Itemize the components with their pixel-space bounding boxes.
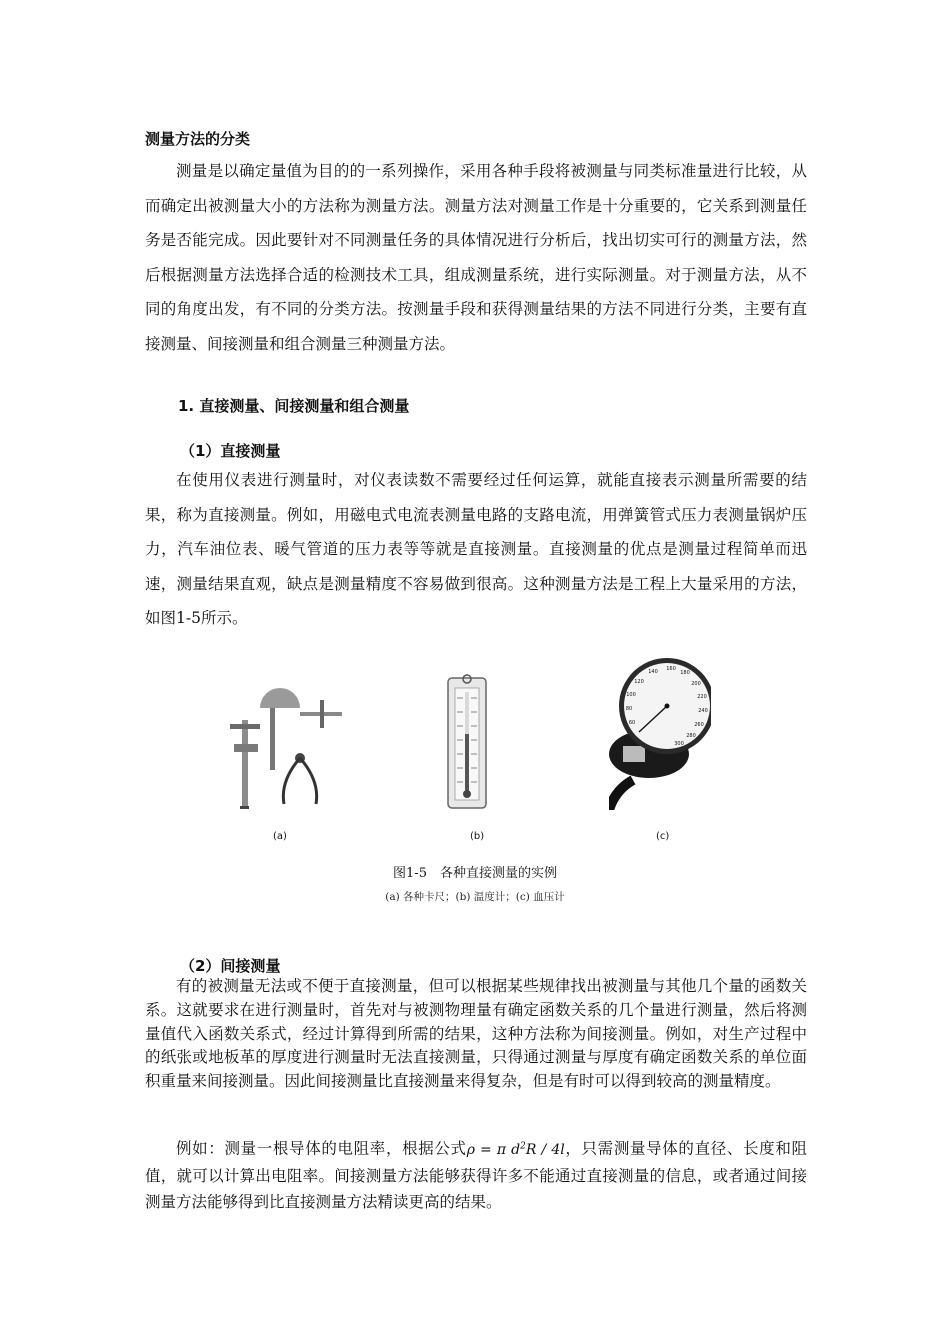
gauge-number: 300 [674, 741, 684, 747]
subsection-indirect: （2）间接测量 [180, 957, 281, 975]
intro-paragraph: 测量是以确定量值为目的的一系列操作，采用各种手段将被测量与同类标准量进行比较，从而确定出被测量大小的方法称为测量方法。测量方法对测量工作是十分重要的，它关系到测量任务是否能完成。因此要针对不同测量任务的具体情况进行分析后，找出切实可行的测量方法，然后根据测量方法选择合适的检测技术工具，组成测量系统，进行实际测量。对于测量方法，从不同的角度出发，有不同的分类方法。按测量手段和获得测量结果的方法不同进行分类，主要有直接测量、间接测量和组合测量三种测量方法。 [145, 162, 807, 353]
gauge-number: 140 [648, 669, 658, 675]
gauge-number: 180 [680, 670, 690, 676]
resistivity-formula: ρ = π $d^2R / 4l$ [466, 1141, 565, 1158]
gauge-number: 220 [697, 694, 707, 700]
gauge-number: 160 [666, 666, 676, 672]
gauge-number: 100 [626, 692, 636, 698]
subsection-direct: （1）直接测量 [180, 442, 281, 460]
blood-pressure-gauge-image [609, 658, 711, 810]
example-text-after: ，只需测量导体的直径、长度和阻值，就可以计算出电阻率。间接测量方法能够获得许多不能通过直接测量的信息，或者通过间接测量方法能够得到比直接测量方法精读更高的结果。 [145, 1139, 807, 1211]
gauge-number: 280 [686, 733, 696, 739]
panel-label-b: (b) [470, 831, 485, 842]
example-text-before: 例如：测量一根导体的电阻率，根据公式 [176, 1139, 467, 1158]
gauge-number: 260 [694, 722, 704, 728]
thermometer-image [447, 674, 487, 809]
panel-label-c: (c) [656, 831, 670, 842]
example-paragraph [145, 1133, 807, 1215]
section-heading: 1. 直接测量、间接测量和组合测量 [178, 397, 410, 415]
figure-caption: 图1-5 各种直接测量的实例 [393, 866, 557, 881]
panel-label-a: (a) [273, 831, 287, 842]
indirect-paragraph: 有的被测量无法或不便于直接测量，但可以根据某些规律找出被测量与其他几个量的函数关系。这就要求在进行测量时，首先对与被测物理量有确定函数关系的几个量进行测量，然后将测量值代入函数关系式，经过计算得到所需的结果，这种方法称为间接测量。例如，对生产过程中的纸张或地板革的厚度进行测量时无法直接测量，只得通过测量与厚度有确定函数关系的单位面积重量来间接测量。因此间接测量比直接测量来得复杂，但是有时可以得到较高的测量精度。 [145, 977, 807, 1091]
direct-paragraph: 在使用仪表进行测量时，对仪表读数不需要经过任何运算，就能直接表示测量所需要的结果，称为直接测量。例如，用磁电式电流表测量电路的支路电流，用弹簧管式压力表测量锅炉压力，汽车油位表、暖气管道的压力表等等就是直接测量。直接测量的优点是测量过程简单而迅速，测量结果直观，缺点是测量精度不容易做到很高。这种测量方法是工程上大量采用的方法，如图1-5所示。 [145, 471, 807, 627]
gauge-number: 240 [698, 708, 708, 714]
page-title: 测量方法的分类 [145, 130, 251, 148]
gauge-number: 80 [625, 706, 633, 712]
figure-subcaption: (a) 各种卡尺；(b) 温度计；(c) 血压计 [385, 891, 565, 903]
gauge-number: 60 [628, 720, 636, 726]
gauge-number: 120 [634, 679, 644, 685]
calipers-image [220, 686, 355, 811]
gauge-number: 200 [691, 681, 701, 687]
figure-1-5 [215, 658, 715, 843]
